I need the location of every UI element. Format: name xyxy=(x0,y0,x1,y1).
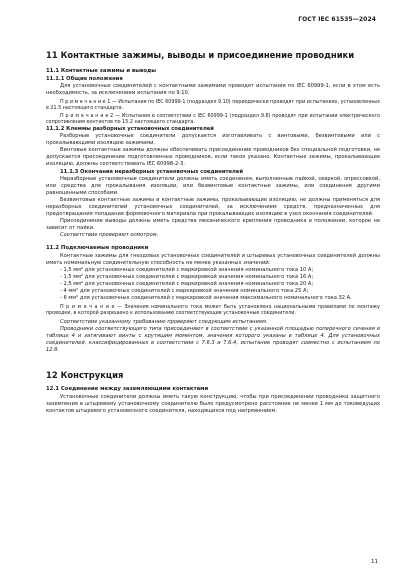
compliance-statement: Соответствие указанному требованию проверяют следующим испытанием. xyxy=(60,318,268,325)
page-number: 11 xyxy=(371,559,378,565)
clause-11-1-1-title: 11.1.1 Общие положения xyxy=(46,76,123,82)
list-item: - 1,5 мм² для установочных соединителей с маркировкой значения номинального тока 16 А; xyxy=(60,274,314,281)
paragraph: Контактные зажимы для гнездовых установочных соединителей и штыревых установочных соединителей должны иметь номинальную соединительную способность не менее указанных значений: xyxy=(46,253,380,267)
paragraph: Установочные соединители должны иметь такую конструкцию, чтобы при присоединении проводника защитного заземления в штыревому установочному соединителю было предусмотрено расстояние не менее 1 мм до токоведущих контактов штыревого установочного соединителя, находящихся под напряжением. xyxy=(46,393,380,414)
note-3: П р и м е ч а н и е — Значения номинального тока может быть установлено национальными правилами по монтажу проводки, в которой разрешено к использованию соответствующие установочные соединители. xyxy=(46,304,380,317)
paragraph: Для установочных соединителей с контактными зажимами проводят испытания по IEC 60999-1, если в этом есть необходимость, за исключением испытания по 9.10. xyxy=(46,83,380,96)
subsection-11-1-title: 11.1 Контактные зажимы и выводы xyxy=(46,68,157,74)
section-12-title: 12 Конструкция xyxy=(46,369,124,380)
subsection-11-2-title: 11.2 Подключаемые проводники xyxy=(46,245,149,252)
document-code-header: ГОСТ IEC 61535—2024 xyxy=(298,16,376,23)
paragraph: Неразборные установочные соединители должны иметь соединения, выполненные пайкой, сваркой, опрессовкой, или средства для прокалывания изоляции, или безвинтовые контактные зажимы, или соединения другими равноценными способами. xyxy=(46,176,380,197)
list-item: - 1,5 мм² для установочных соединителей с маркировкой значения номинального тока 10 А; xyxy=(60,267,314,274)
note-2: П р и м е ч а н и е 2 — Испытания в соответствии с IEC 60999-1 (подраздел 9.8) проводят при испытании электрического сопротивления контактов по 15.2 настоящего стандарта. xyxy=(46,113,380,126)
clause-11-1-2-title: 11.1.2 Клеммы разборных установочных соединителей xyxy=(46,126,214,133)
paragraph: Присоединение выводы должны иметь средства механического крепления проводника в положении, которое не зависит от пайки. xyxy=(46,218,380,232)
paragraph: Винтовые контактные зажимы должны обеспечивать присоединение проводников без специальной подготовки, не допускается присоединение подготовленных проводников, если такое указано. Контактные зажимы, прокалывающие изоляцию, должны соответствовать IEC 60998-2-3. xyxy=(46,147,380,168)
section-11-title: 11 Контактные зажимы, выводы и присоединение проводники xyxy=(46,50,355,60)
paragraph: Безвинтовые контактные зажимы и контактные зажимы, прокалывающие изоляцию, не должны применяться для неразборных соединителей установочных соединителей, за исключением средств, предназначенных для предотвращения попадания формовочного материала при прокалывающих изоляцию в узел окончания соединителей. xyxy=(46,197,380,218)
list-item: - 4 мм² для установочных соединителей с маркировкой значения номинального тока 25 А; xyxy=(60,288,309,295)
list-item: - 2,5 мм² для установочных соединителей с маркировкой значения номинального тока 20 А; xyxy=(60,281,314,288)
conductor-size-list xyxy=(46,267,380,302)
paragraph: Проводники соответствующего типа присоединяют в соответствии с указанной площадью поперечного сечения в таблице 4 и затягивают винты с крутящим моментом, значения которого указаны в таблице 4. Для установочных соединителей, классифицированных в соответствии с 7.6.3 и 7.6.4, испытание проводят совместно с испытанием по 12.8. xyxy=(46,325,380,353)
subsection-12-1-title: 12.1 Соединение между заземляющими контактами xyxy=(46,385,209,392)
list-item: - 6 мм² для установочных соединителей с маркировкой значения максимального номинального тока 32 А. xyxy=(60,295,352,302)
clause-11-1-3-title: 11.1.3 Окончания неразборных установочных соединителей xyxy=(60,169,243,176)
note-1: П р и м е ч а н и е 1 — Испытания по IEC 60999-1 (подраздел 9.10) периодически проводят при испытаниях, установленных в 21.5 настоящего стандарта. xyxy=(46,99,380,112)
paragraph: Разборные установочные соединители допускается изготавливать с винтовыми, безвинтовыми или с прокалывающими изоляцию зажимами. xyxy=(46,133,380,147)
compliance-statement: Соответствие проверяют осмотром. xyxy=(60,232,159,239)
